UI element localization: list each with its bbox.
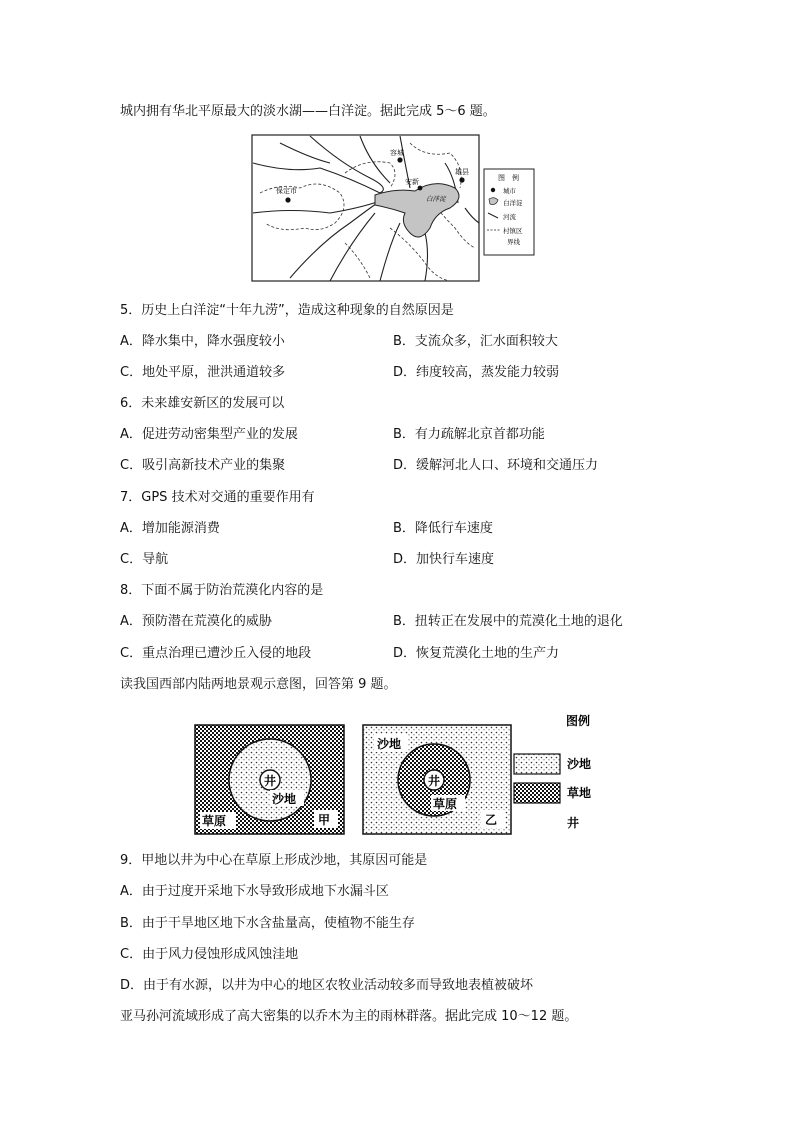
q8-stem: 8．下面不属于防治荒漠化内容的是 xyxy=(120,583,324,598)
intro-text-3: 亚马孙河流域形成了高大密集的以乔木为主的雨林群落。据此完成 10～12 题。 xyxy=(120,1009,578,1024)
q9-option-b: B．由于干旱地区地下水含盐量高，使植物不能生存 xyxy=(120,916,415,931)
right-panel-tag: 乙 xyxy=(485,813,498,827)
intro-text-1: 城内拥有华北平原最大的淡水湖——白洋淀。据此完成 5～6 题。 xyxy=(120,104,496,119)
city-anxin: 安新 xyxy=(405,178,419,186)
right-inner-label: 草原 xyxy=(433,797,458,811)
map-legend-boundary-1: 村镇区 xyxy=(503,227,523,235)
q6-option-b: B．有力疏解北京首都功能 xyxy=(393,427,545,442)
q6-option-c: C．吸引高新技术产业的集聚 xyxy=(120,458,286,473)
q7-option-b: B．降低行车速度 xyxy=(393,521,493,536)
intro-text-2: 读我国西部内陆两地景观示意图，回答第 9 题。 xyxy=(120,677,397,692)
map-legend-title: 图 例 xyxy=(498,174,519,182)
q7-stem: 7．GPS 技术对交通的重要作用有 xyxy=(120,490,315,505)
q5-option-c: C．地处平原，泄洪通道较多 xyxy=(120,365,286,380)
q6-stem: 6．未来雄安新区的发展可以 xyxy=(120,396,285,411)
city-xiongxian: 雄县 xyxy=(455,168,469,176)
q6-option-a: A．促进劳动密集型产业的发展 xyxy=(120,427,298,442)
left-inner-label: 沙地 xyxy=(272,792,297,806)
figure-legend-grass: 草地 xyxy=(567,786,592,800)
map-legend-boundary-2: 界线 xyxy=(507,238,520,246)
q5-stem: 5．历史上白洋淀“十年九涝”，造成这种现象的自然原因是 xyxy=(120,303,454,318)
figure-legend-sand: 沙地 xyxy=(567,757,592,771)
baiyangdian-map xyxy=(250,133,535,285)
q5-option-d: D．纬度较高，蒸发能力较弱 xyxy=(393,365,560,380)
q9-option-a: A．由于过度开采地下水导致形成地下水漏斗区 xyxy=(120,884,389,899)
map-legend-city: 城市 xyxy=(503,187,516,195)
q7-option-d: D．加快行车速度 xyxy=(393,552,495,567)
map-legend-lake: 白洋淀 xyxy=(503,199,523,207)
left-outer-label: 草原 xyxy=(202,814,227,828)
q9-option-c: C．由于风力侵蚀形成风蚀洼地 xyxy=(120,947,299,962)
q6-option-d: D．缓解河北人口、环境和交通压力 xyxy=(393,458,599,473)
lake-label: 白洋淀 xyxy=(426,195,446,203)
q8-option-c: C．重点治理已遭沙丘入侵的地段 xyxy=(120,646,312,661)
q8-option-d: D．恢复荒漠化土地的生产力 xyxy=(393,646,560,661)
city-baoding: 保定市 xyxy=(276,187,297,195)
left-panel-tag: 甲 xyxy=(318,813,331,827)
right-outer-label: 沙地 xyxy=(377,737,402,751)
right-well-label: 井 xyxy=(428,774,441,788)
landscape-figure xyxy=(190,706,610,840)
q8-option-a: A．预防潜在荒漠化的威胁 xyxy=(120,614,272,629)
q8-option-b: B．扭转正在发展中的荒漠化土地的退化 xyxy=(393,614,623,629)
q7-option-c: C．导航 xyxy=(120,552,169,567)
q7-option-a: A．增加能源消费 xyxy=(120,521,220,536)
q5-option-a: A．降水集中，降水强度较小 xyxy=(120,334,285,349)
q5-option-b: B．支流众多，汇水面积较大 xyxy=(393,334,558,349)
figure-legend-title: 图例 xyxy=(566,714,591,728)
q9-option-d: D．由于有水源，以井为中心的地区农牧业活动较多而导致地表植被破坏 xyxy=(120,978,534,993)
q9-stem: 9．甲地以井为中心在草原上形成沙地，其原因可能是 xyxy=(120,853,428,868)
left-well-label: 井 xyxy=(264,774,277,788)
city-rongcheng: 容城 xyxy=(390,149,404,157)
figure-legend-well: 井 xyxy=(567,816,580,830)
map-legend-river: 河流 xyxy=(503,213,516,221)
